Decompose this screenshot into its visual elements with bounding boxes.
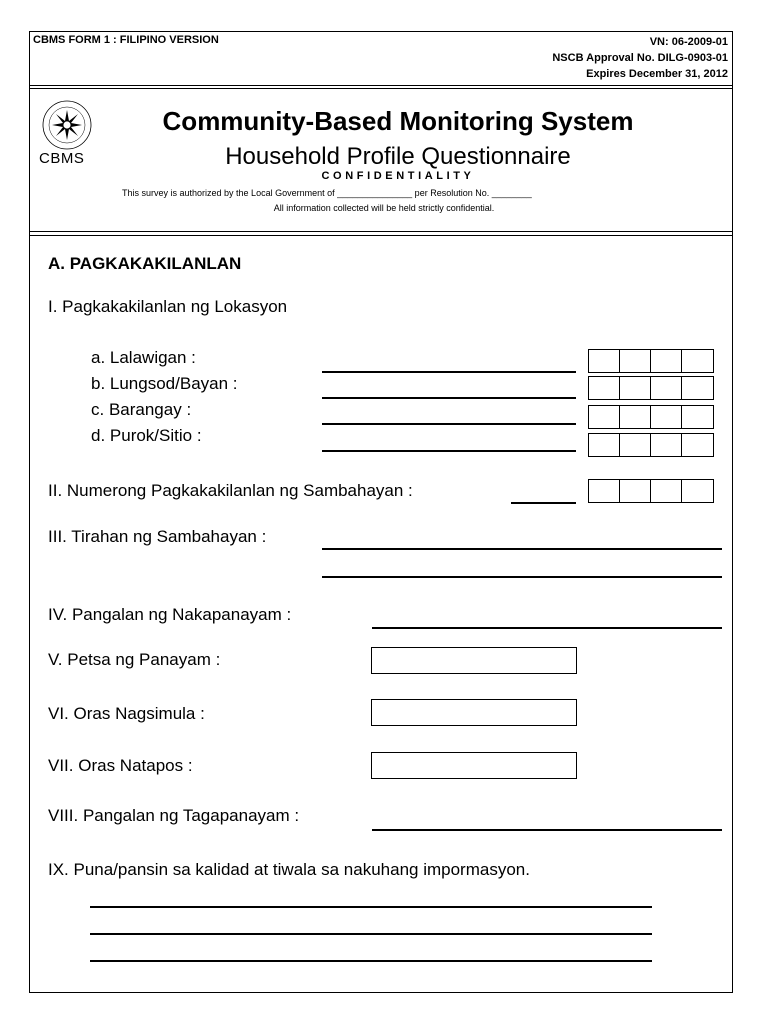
time-ended-field[interactable] [371,752,577,779]
household-id-label: II. Numerong Pagkakakilanlan ng Sambahayan : [48,481,413,500]
address-input-line-1[interactable] [322,548,722,550]
form-meta [552,34,728,82]
time-started-label: VI. Oras Nagsimula : [48,704,205,723]
header-divider [29,85,732,86]
province-label: a. Lalawigan : [91,348,196,367]
city-input-line[interactable] [322,397,576,399]
remarks-label: IX. Puna/pansin sa kalidad at tiwala sa nakuhang impormasyon. [48,860,530,879]
barangay-label: c. Barangay : [91,400,192,419]
expiry-date: Expires December 31, 2012 [586,68,728,80]
title-divider-double [29,235,732,236]
household-id-boxes[interactable] [588,479,714,503]
confidentiality-label: CONFIDENTIALITY [321,170,475,182]
interview-date-label: V. Petsa ng Panayam : [48,650,221,669]
purok-input-line[interactable] [322,450,576,452]
barangay-input-line[interactable] [322,423,576,425]
interviewer-label: VIII. Pangalan ng Tagapanayam : [48,806,300,825]
logo-label: CBMS [39,150,85,167]
authorization-text: This survey is authorized by the Local Government of _______________ per Resolution No. ________ [122,188,532,198]
purok-label: d. Purok/Sitio : [91,426,202,445]
household-id-line[interactable] [511,502,576,504]
title-divider [29,231,732,232]
respondent-input-line[interactable] [372,627,722,629]
remarks-input-line-1[interactable] [90,906,652,908]
province-code-boxes[interactable] [588,349,714,373]
location-heading: I. Pagkakakilanlan ng Lokasyon [48,297,288,316]
city-label: b. Lungsod/Bayan : [91,374,238,393]
city-code-boxes[interactable] [588,376,714,400]
time-ended-label: VII. Oras Natapos : [48,756,193,775]
page-subtitle: Household Profile Questionnaire [225,143,571,170]
time-started-field[interactable] [371,699,577,726]
barangay-code-boxes[interactable] [588,405,714,429]
remarks-input-line-2[interactable] [90,933,652,935]
remarks-input-line-3[interactable] [90,960,652,962]
respondent-label: IV. Pangalan ng Nakapanayam : [48,605,292,624]
interviewer-input-line[interactable] [372,829,722,831]
interview-date-field[interactable] [371,647,577,674]
header-divider-double [29,88,732,89]
form-name: CBMS FORM 1 : FILIPINO VERSION [33,34,219,46]
section-heading: A. PAGKAKAKILANLAN [48,254,242,273]
confidential-note: All information collected will be held strictly confidential. [273,203,495,213]
version-number: VN: 06-2009-01 [649,36,728,48]
approval-number: NSCB Approval No. DILG-0903-01 [552,52,728,64]
address-input-line-2[interactable] [322,576,722,578]
province-input-line[interactable] [322,371,576,373]
address-label: III. Tirahan ng Sambahayan : [48,527,267,546]
page-title: Community-Based Monitoring System [162,106,634,136]
purok-code-boxes[interactable] [588,433,714,457]
